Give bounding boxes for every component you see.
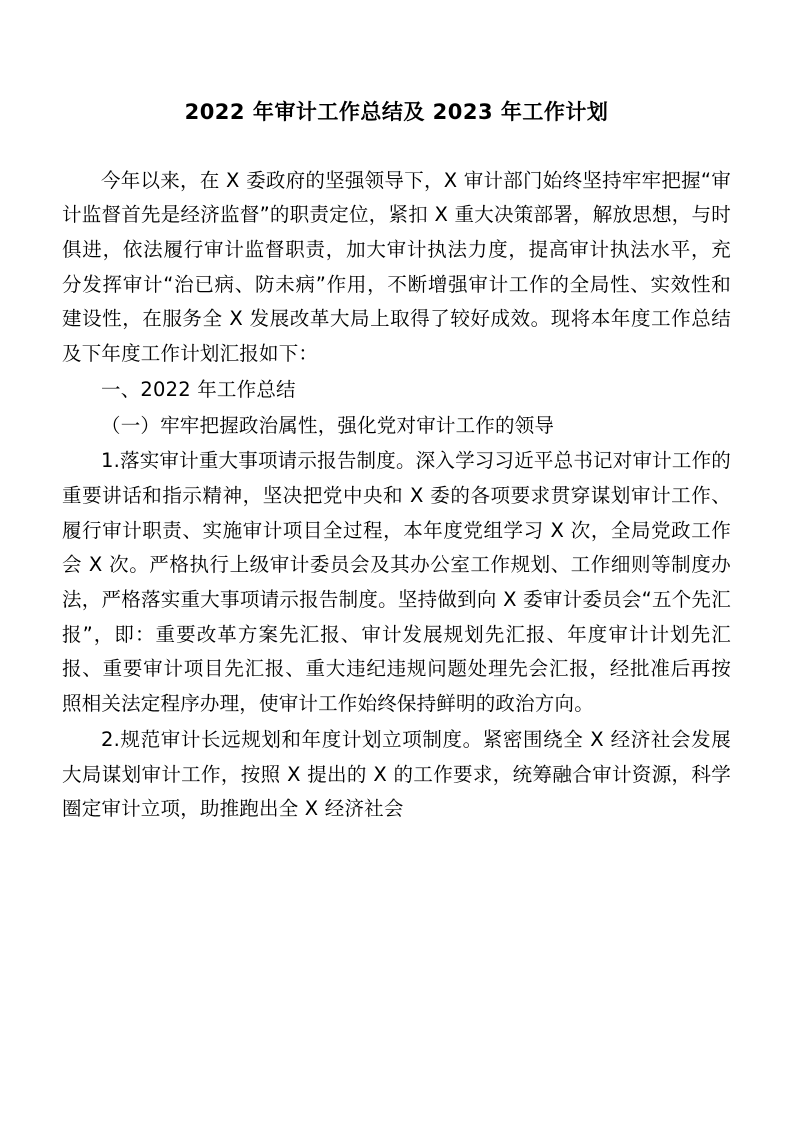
paragraph-subsection-one: （一）牢牢把握政治属性，强化党对审计工作的领导: [101, 413, 555, 437]
page-title: 2022 年审计工作总结及 2023 年工作计划: [184, 100, 609, 124]
paragraph-item-2: 2.规范审计长远规划和年度计划立项制度。紧密围绕全 X 经济社会发展大局谋划审计工作，按照 X 提出的 X 的工作要求，统筹融合审计资源，科学圈定审计立项，助推跑出全 X 经济社会: [62, 727, 731, 821]
paragraph-section-one: 一、2022 年工作总结: [101, 377, 296, 401]
paragraph-intro: 今年以来，在 X 委政府的坚强领导下，X 审计部门始终坚持牢牢把握“审计监督首先是经济监督”的职责定位，紧扣 X 重大决策部署，解放思想，与时俱进，依法履行审计监督职责，加大审计执法力度，提高审计执法水平，充分发挥审计“治已病、防未病”作用，不断增强审计工作的全局性、实效性和建设性，在服务全 X 发展改革大局上取得了较好成效。现将本年度工作总结及下年度工作计划汇报如下：: [62, 168, 731, 366]
paragraph-item-1: 1.落实审计重大事项请示报告制度。深入学习习近平总书记对审计工作的重要讲话和指示精神，坚决把党中央和 X 委的各项要求贯穿谋划审计工作、履行审计职责、实施审计项目全过程，本年度党组学习 X 次，全局党政工作会 X 次。严格执行上级审计委员会及其办公室工作规划、工作细则等制度办法，严格落实重大事项请示报告制度。坚持做到向 X 委审计委员会“五个先汇报”，即：重要改革方案先汇报、审计发展规划先汇报、年度审计计划先汇报、重要审计项目先汇报、重大违纪违规问题处理先会汇报，经批准后再按照相关法定程序办理，使审计工作始终保持鲜明的政治方向。: [62, 449, 731, 716]
